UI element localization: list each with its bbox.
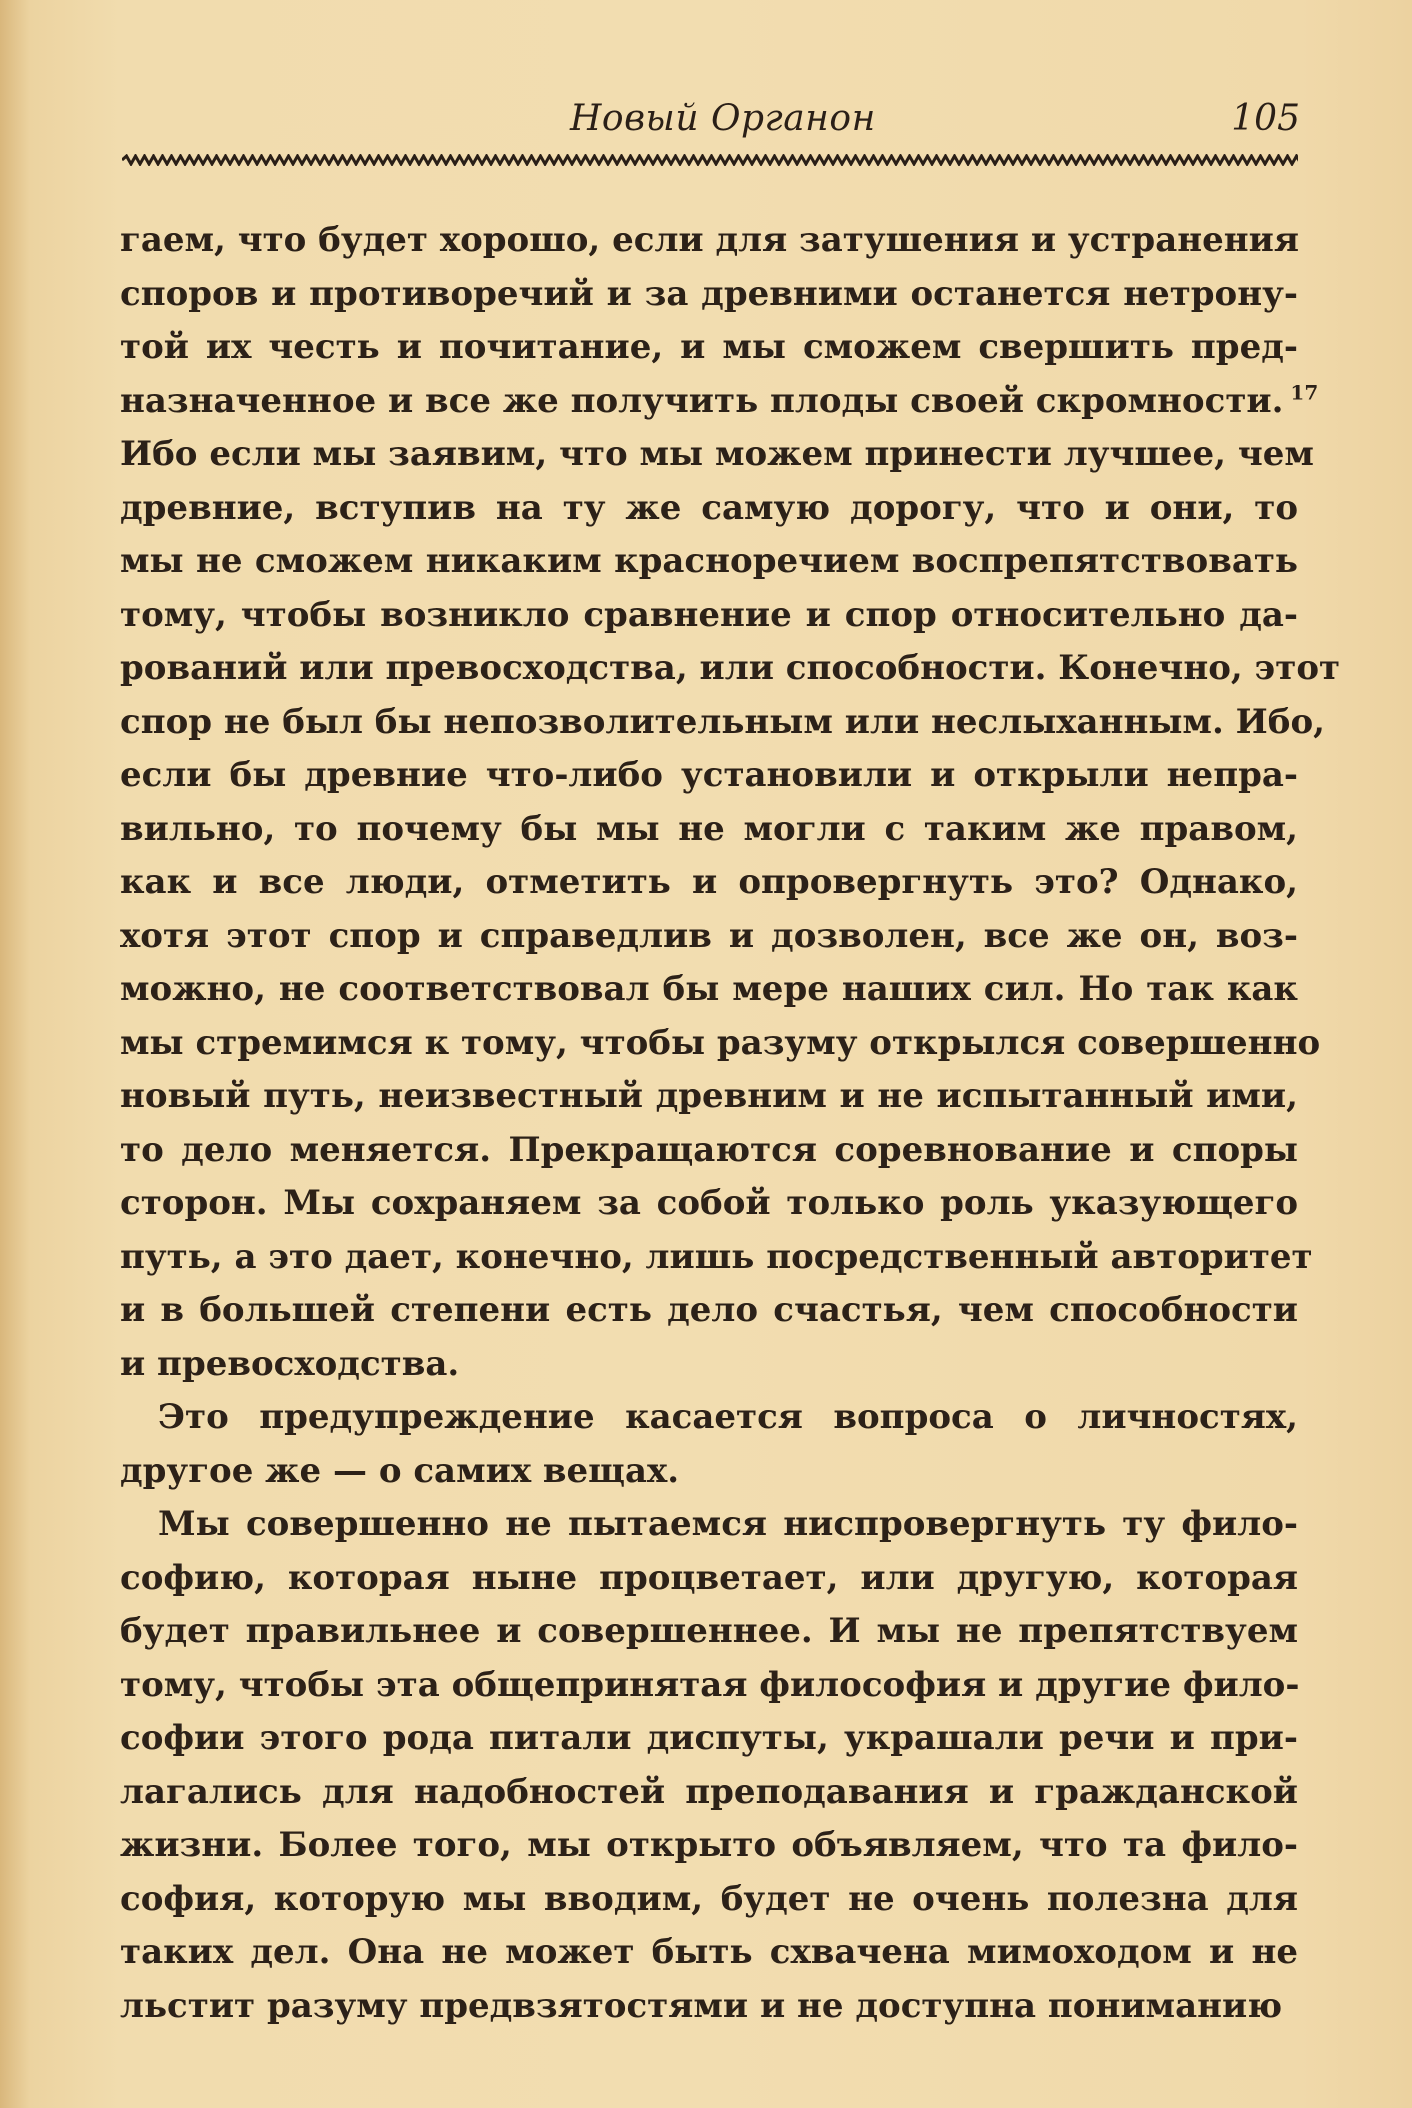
body-text <box>120 214 1341 2033</box>
text-line: мы стремимся к тому, чтобы разуму открылся совершенно <box>120 1022 1321 1063</box>
text-line: мы не сможем никаким красноречием воспрепятствовать <box>120 541 1298 581</box>
text-line: спор не был бы непозволительным или неслыханным. Ибо, <box>120 701 1325 742</box>
paragraph <box>120 214 1341 1391</box>
text-line: если бы древние что-либо установили и открыли непра- <box>120 755 1298 795</box>
text-line: и в большей степени есть дело счастья, чем способности <box>120 1290 1298 1330</box>
text-line: можно, не соответствовал бы мере наших сил. Но так как <box>120 969 1298 1009</box>
text-line: льстит разуму предвзятостями и не доступна пониманию <box>120 1985 1283 2026</box>
paragraph <box>120 1498 1298 2033</box>
text-line: новый путь, неизвестный древним и не испытанный ими, <box>120 1076 1298 1116</box>
text-line: назначенное и все же получить плоды своей скромности. $^{17}$ <box>120 380 1319 421</box>
text-line: тому, чтобы возникло сравнение и спор относительно да- <box>120 594 1298 635</box>
text-line: софия, которую мы вводим, будет не очень полезна для <box>120 1878 1298 1919</box>
text-line: сторон. Мы сохраняем за собой только роль указующего <box>120 1183 1298 1223</box>
text-line: софию, которая ныне процветает, или другую, которая <box>120 1557 1298 1598</box>
text-line: хотя этот спор и справедлив и дозволен, все же он, воз- <box>120 915 1298 956</box>
text-line: будет правильнее и совершеннее. И мы не препятствуем <box>120 1611 1298 1651</box>
text-line: лагались для надобностей преподавания и гражданской <box>120 1771 1298 1812</box>
running-title: Новый Органон <box>570 98 876 139</box>
text-line: тому, чтобы эта общепринятая философия и другие фило- <box>120 1664 1300 1705</box>
paragraph <box>120 1391 1298 1498</box>
text-line: Это предупреждение касается вопроса о личностях, <box>158 1397 1298 1437</box>
text-line: другое же — о самих вещах. <box>120 1450 680 1491</box>
text-line: и превосходства. <box>120 1343 460 1384</box>
text-line: то дело меняется. Прекращаются соревнование и споры <box>120 1129 1298 1170</box>
text-line: рований или превосходства, или способности. Конечно, этот <box>120 648 1341 688</box>
text-line: Ибо если мы заявим, что мы можем принести лучшее, чем <box>120 434 1314 474</box>
text-line: как и все люди, отметить и опровергнуть это? Однако, <box>120 862 1298 902</box>
header-ornamental-rule <box>122 154 1298 166</box>
page-header <box>120 96 1300 156</box>
text-line: той их честь и почитание, и мы сможем свершить пред- <box>120 327 1298 367</box>
text-line: софии этого рода питали диспуты, украшали речи и при- <box>120 1718 1298 1758</box>
page-number: 105 <box>1231 98 1300 139</box>
text-line: таких дел. Она не может быть схвачена мимоходом и не <box>120 1932 1298 1972</box>
text-line: гаем, что будет хорошо, если для затушения и устранения <box>120 220 1299 260</box>
footnote-marker[interactable]: 17 <box>1283 380 1319 405</box>
text-line: Мы совершенно не пытаемся ниспровергнуть ту фило- <box>158 1504 1298 1544</box>
text-line: жизни. Более того, мы открыто объявляем, что та фило- <box>120 1825 1298 1865</box>
text-line: древние, вступив на ту же самую дорогу, что и они, то <box>120 487 1298 528</box>
text-line: вильно, то почему бы мы не могли с таким же правом, <box>120 808 1298 849</box>
text-line: споров и противоречий и за древними останется нетрону- <box>120 273 1298 314</box>
text-line: путь, а это дает, конечно, лишь посредственный авторитет <box>120 1236 1313 1277</box>
